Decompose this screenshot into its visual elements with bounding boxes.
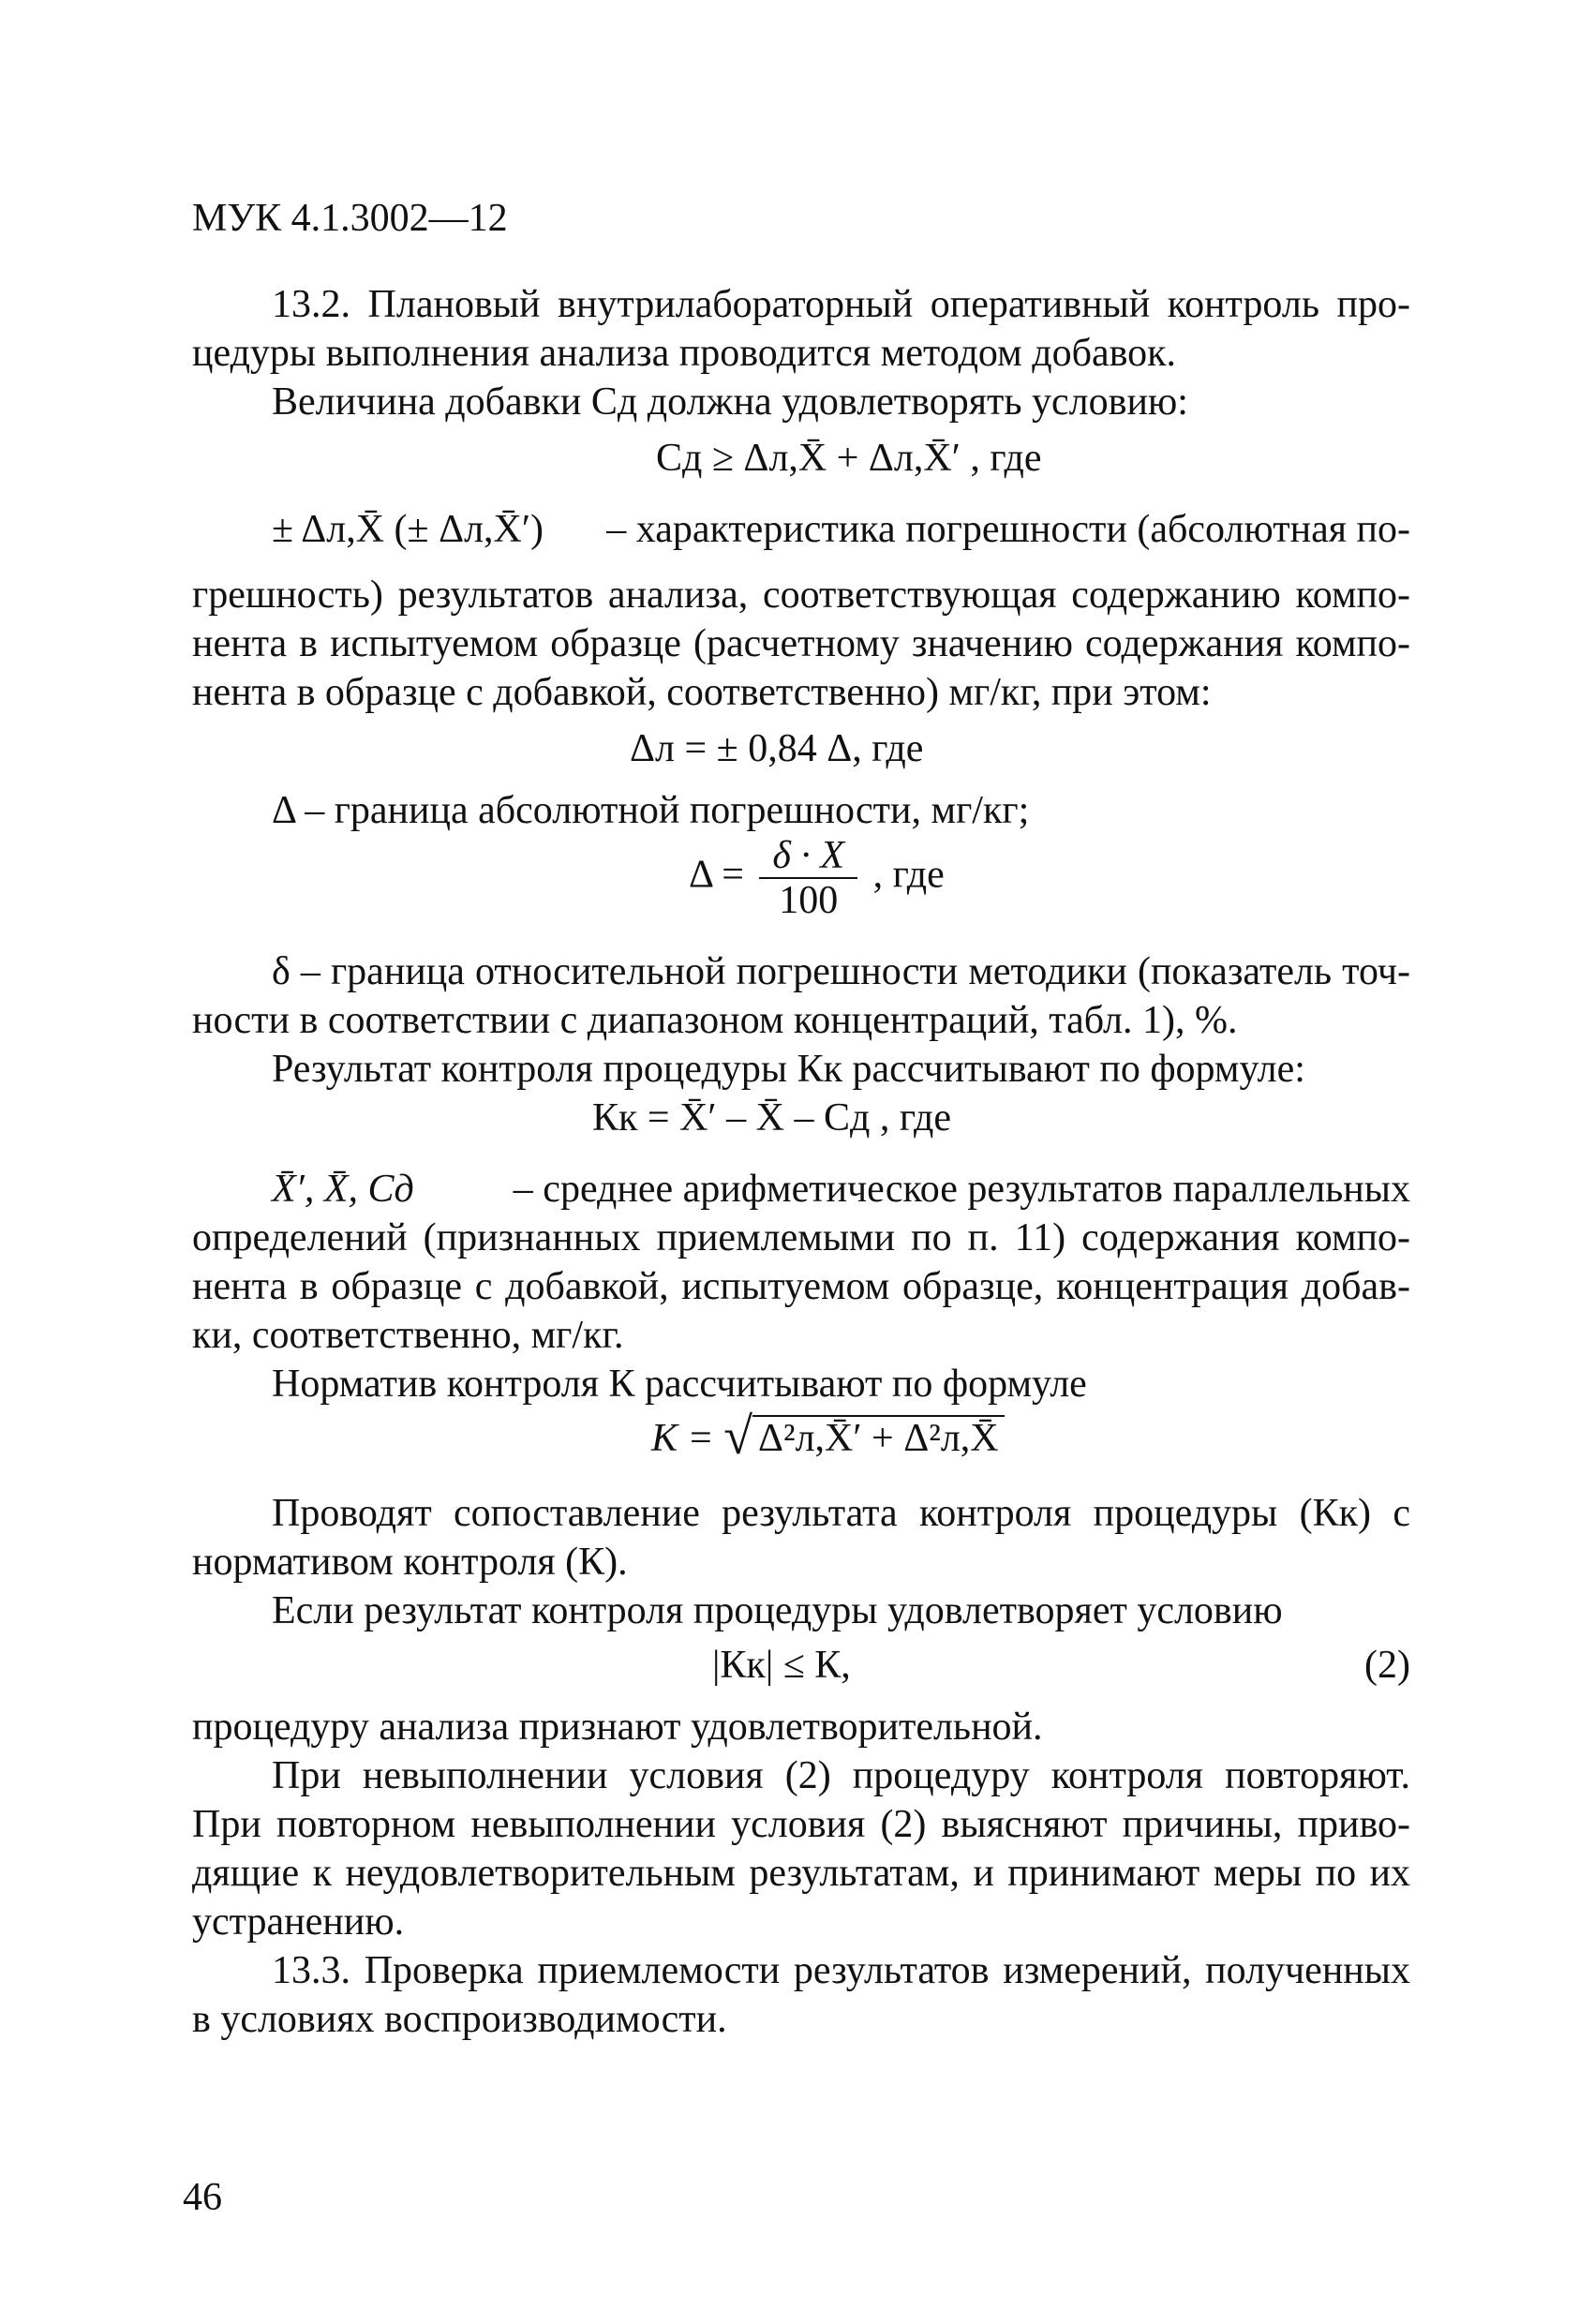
formula-additive-condition: Сд ≥ Δл,X̄ + Δл,X̄′ , где <box>656 437 1042 480</box>
text-line: – среднее арифметическое результатов параллельных <box>513 1168 1410 1211</box>
formula-control-standard <box>651 1408 1005 1466</box>
formula-condition-2: |Кк| ≤ К, <box>712 1644 851 1687</box>
formula-means-line <box>272 1166 1410 1213</box>
formula-control-result: Кк = X̄′ – X̄ – Сд , где <box>592 1096 951 1140</box>
text-line: ки, соответственно, мг/кг. <box>192 1314 624 1357</box>
formula-k-lhs: К = <box>651 1417 714 1460</box>
text-line: процедуру анализа признают удовлетворительной. <box>192 1706 1043 1749</box>
text-line: ности в соответствии с диапазоном концентраций, табл. 1), %. <box>192 999 1238 1042</box>
formula-delta-l: Δл = ± 0,84 Δ, где <box>630 727 924 770</box>
fraction-numerator: δ · X <box>759 834 857 879</box>
text-line: устранению. <box>192 1900 405 1944</box>
text-line: 13.3. Проверка приемлемости результатов измерений, полученных <box>272 1949 1410 1992</box>
formula-means: X̄′, X̄, Сд <box>272 1168 414 1211</box>
sqrt-icon: √ <box>723 1408 752 1466</box>
text-line: Δ – граница абсолютной погрешности, мг/кг; <box>272 789 1030 832</box>
text-line: Величина добавки Сд должна удовлетворять условию: <box>272 380 1188 424</box>
text-line: в условиях воспроизводимости. <box>192 1998 727 2041</box>
formula-delta-lhs: Δ = <box>689 853 744 897</box>
sqrt-body: Δ²л,X̄′ + Δ²л,X̄ <box>752 1415 1005 1460</box>
text-line: При невыполнении условия (2) процедуру контроля повторяют. <box>272 1754 1410 1797</box>
formula-delta-rhs: , где <box>872 853 945 897</box>
text-line: нента в образце с добавкой, соответственно) мг/кг, при этом: <box>192 671 1212 714</box>
text-line: нента в образце с добавкой, испытуемом образце, концентрация добав- <box>192 1265 1410 1308</box>
fraction-denominator: 100 <box>779 879 839 922</box>
text-line: нормативом контроля (К). <box>192 1541 628 1584</box>
text-line: При повторном невыполнении условия (2) выясняют причины, приво- <box>192 1803 1410 1846</box>
text-line: Если результат контроля процедуры удовлетворяет условию <box>272 1589 1283 1632</box>
equation-number: (2) <box>1364 1644 1410 1687</box>
text-line: дящие к неудовлетворительным результатам, и принимают меры по их <box>192 1852 1410 1895</box>
text-line: цедуры выполнения анализа проводится методом добавок. <box>192 332 1177 375</box>
text-line: нента в испытуемом образце (расчетному значению содержания компо- <box>192 622 1410 665</box>
text-line: Норматив контроля К рассчитывают по формуле <box>272 1363 1087 1406</box>
page-number: 46 <box>183 2176 222 2219</box>
text-line: Результат контроля процедуры Кк рассчитывают по формуле: <box>272 1048 1305 1091</box>
formula-error-characteristic-line <box>272 506 1410 553</box>
document-code-header: МУК 4.1.3002—12 <box>192 197 508 240</box>
formula-error-characteristic: ± Δл,X̄ (± Δл,X̄′) <box>272 508 544 551</box>
text-line: Проводят сопоставление результата контроля процедуры (Кк) с <box>272 1492 1410 1535</box>
text-line: определений (признанных приемлемыми по п. 11) содержания компо- <box>192 1216 1410 1259</box>
text-line: 13.2. Плановый внутрилабораторный оперативный контроль про- <box>272 283 1410 326</box>
text-line: – характеристика погрешности (абсолютная по- <box>606 508 1410 551</box>
text-line: δ – граница относительной погрешности методики (показатель точ- <box>272 950 1410 993</box>
formula-delta-absolute <box>689 834 945 922</box>
text-line: грешность) результатов анализа, соответствующая содержанию компо- <box>192 574 1410 617</box>
formula-fraction <box>759 834 857 922</box>
